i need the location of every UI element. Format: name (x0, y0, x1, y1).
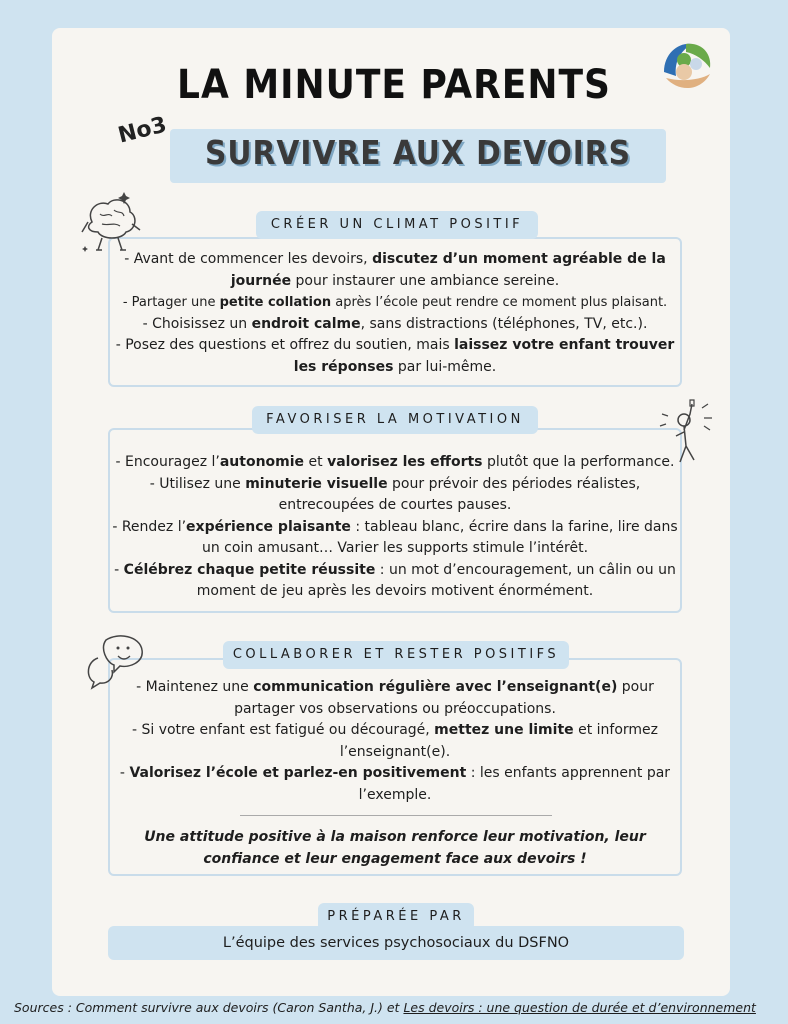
list-item: - Valorisez l’école et parlez-en positivement : les enfants apprennent par l’exemple. (119, 765, 671, 803)
section-heading-motivation: FAVORISER LA MOTIVATION (252, 406, 538, 434)
sources-line (14, 1000, 784, 1015)
sources-link[interactable]: Les devoirs : une question de durée et d’environnement (403, 1000, 756, 1015)
conclusion-text: Une attitude positive à la maison renforce leur motivation, leur confiance et leur engagement face aux devoirs ! (144, 829, 646, 867)
section-body-motivation (110, 452, 680, 603)
list-item: - Rendez l’expérience plaisante : tableau blanc, écrire dans la farine, lire dans un coin amusant… Varier les supports stimule l’intérêt. (112, 518, 678, 556)
page-subtitle: SURVIVRE AUX DEVOIRS (205, 133, 631, 172)
sources-prefix: Sources : Comment survivre aux devoirs (Caron Santha, J.) et (14, 1000, 404, 1015)
section-heading-climat: CRÉER UN CLIMAT POSITIF (256, 211, 538, 239)
list-item: - Choisissez un endroit calme, sans distractions (téléphones, TV, etc.). (142, 315, 648, 332)
divider (240, 815, 552, 816)
author-name: L’équipe des services psychosociaux du DSFNO (222, 935, 570, 951)
list-item: - Maintenez une communication régulière avec l’enseignant(e) pour partager vos observations ou préoccupations. (136, 679, 654, 717)
list-item: - Partager une petite collation après l’école peut rendre ce moment plus plaisant. (122, 295, 668, 310)
issue-number: No3 (115, 112, 170, 149)
list-item: - Si votre enfant est fatigué ou découragé, mettez une limite et informez l’enseignant(e). (131, 722, 659, 760)
list-item: - Posez des questions et offrez du soutien, mais laissez votre enfant trouver les réponses par lui-même. (115, 337, 675, 375)
section-heading-collaborer: COLLABORER ET RESTER POSITIFS (223, 641, 569, 669)
page-title: LA MINUTE PARENTS (177, 62, 611, 108)
section-body-climat (110, 249, 680, 378)
section-body-collaborer (110, 677, 680, 806)
list-item: - Avant de commencer les devoirs, discutez d’un moment agréable de la journée pour instaurer une ambiance sereine. (124, 251, 666, 289)
list-item: - Encouragez l’autonomie et valorisez les efforts plutôt que la performance. (115, 454, 675, 470)
prepared-by-label: PRÉPARÉE PAR (318, 903, 474, 931)
list-item: - Célébrez chaque petite réussite : un mot d’encouragement, un câlin ou un moment de jeu après les devoirs motivent énormément. (114, 561, 676, 599)
list-item: - Utilisez une minuterie visuelle pour prévoir des périodes réalistes, entrecoupées de courtes pauses. (149, 475, 641, 513)
